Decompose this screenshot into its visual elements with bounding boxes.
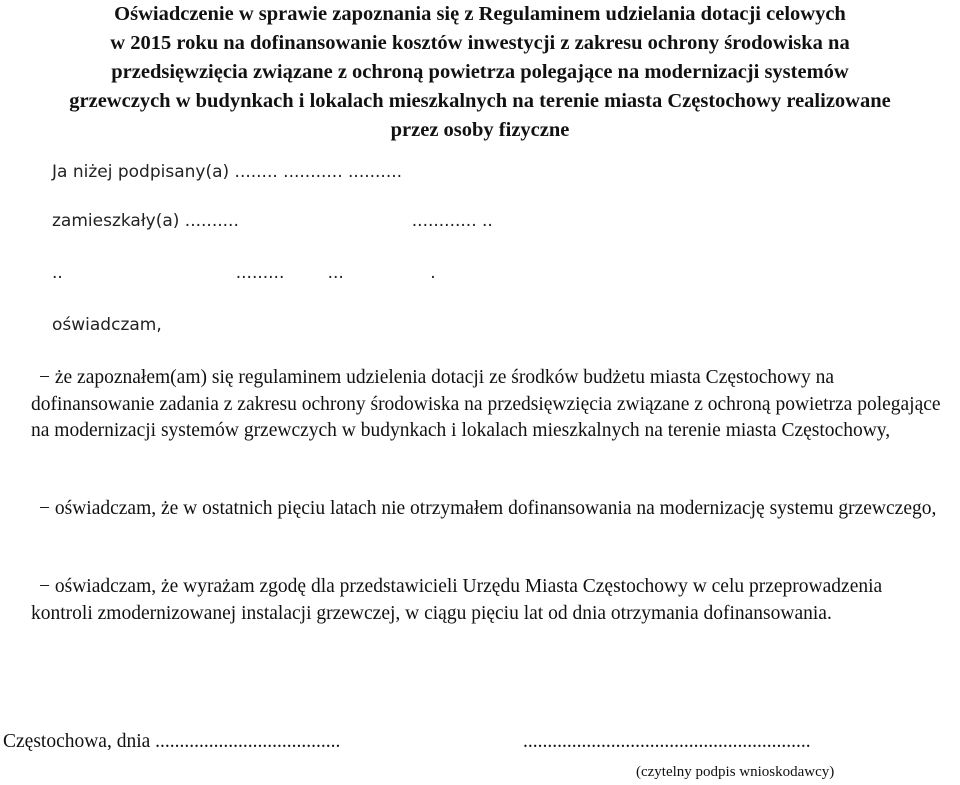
document-title [0,0,960,145]
address-dots-line: .. ......... ... . [52,263,436,283]
title-line: Oświadczenie w sprawie zapoznania się z Regulaminem udzielania dotacji celowych [114,3,846,25]
declaration-text: − oświadczam, że w ostatnich pięciu latach nie otrzymałem dofinansowania na modernizację systemu grzewczego, [39,498,937,519]
signature-field: ........................................................... [523,731,811,752]
signature-caption: (czytelny podpis wnioskodawcy) [636,764,835,780]
declaration-text: − oświadczam, że wyrażam zgodę dla przedstawicieli Urzędu Miasta Częstochowy w celu przeprowadzenia kontroli zmodernizowanej instalacji grzewczej, w ciągu pięciu lat od dnia otrzymania dofinansowania. [31,576,883,624]
declaration-item-no-funding [31,496,946,523]
place-date-field: Częstochowa, dnia ...................................... [3,731,341,752]
declaration-text: − że zapoznałem(am) się regulaminem udzielenia dotacji ze środków budżetu miasta Częstochowy na dofinansowanie zadania z zakresu ochrony środowiska na przedsięwzięcia związane z ochroną powietrza polegające na modernizacji systemów grzewczych w budynkach i lokalach mieszkalnych na terenie miasta Częstochowy, [31,367,941,441]
declaration-item-inspection-consent [31,574,946,627]
resident-field: zamieszkały(a) .......... ............ .. [52,211,493,231]
title-line: grzewczych w budynkach i lokalach mieszkalnych na terenie miasta Częstochowy realizowane [69,90,891,112]
undersigned-field: Ja niżej podpisany(a) ........ ........... .......... [52,162,403,182]
title-line: przedsięwzięcia związane z ochroną powietrza polegające na modernizacji systemów [111,61,849,83]
title-line: przez osoby fizyczne [390,119,570,141]
declaration-item-regulations [31,365,946,445]
declare-heading: oświadczam, [52,315,162,335]
title-line: w 2015 roku na dofinansowanie kosztów inwestycji z zakresu ochrony środowiska na [110,32,850,54]
